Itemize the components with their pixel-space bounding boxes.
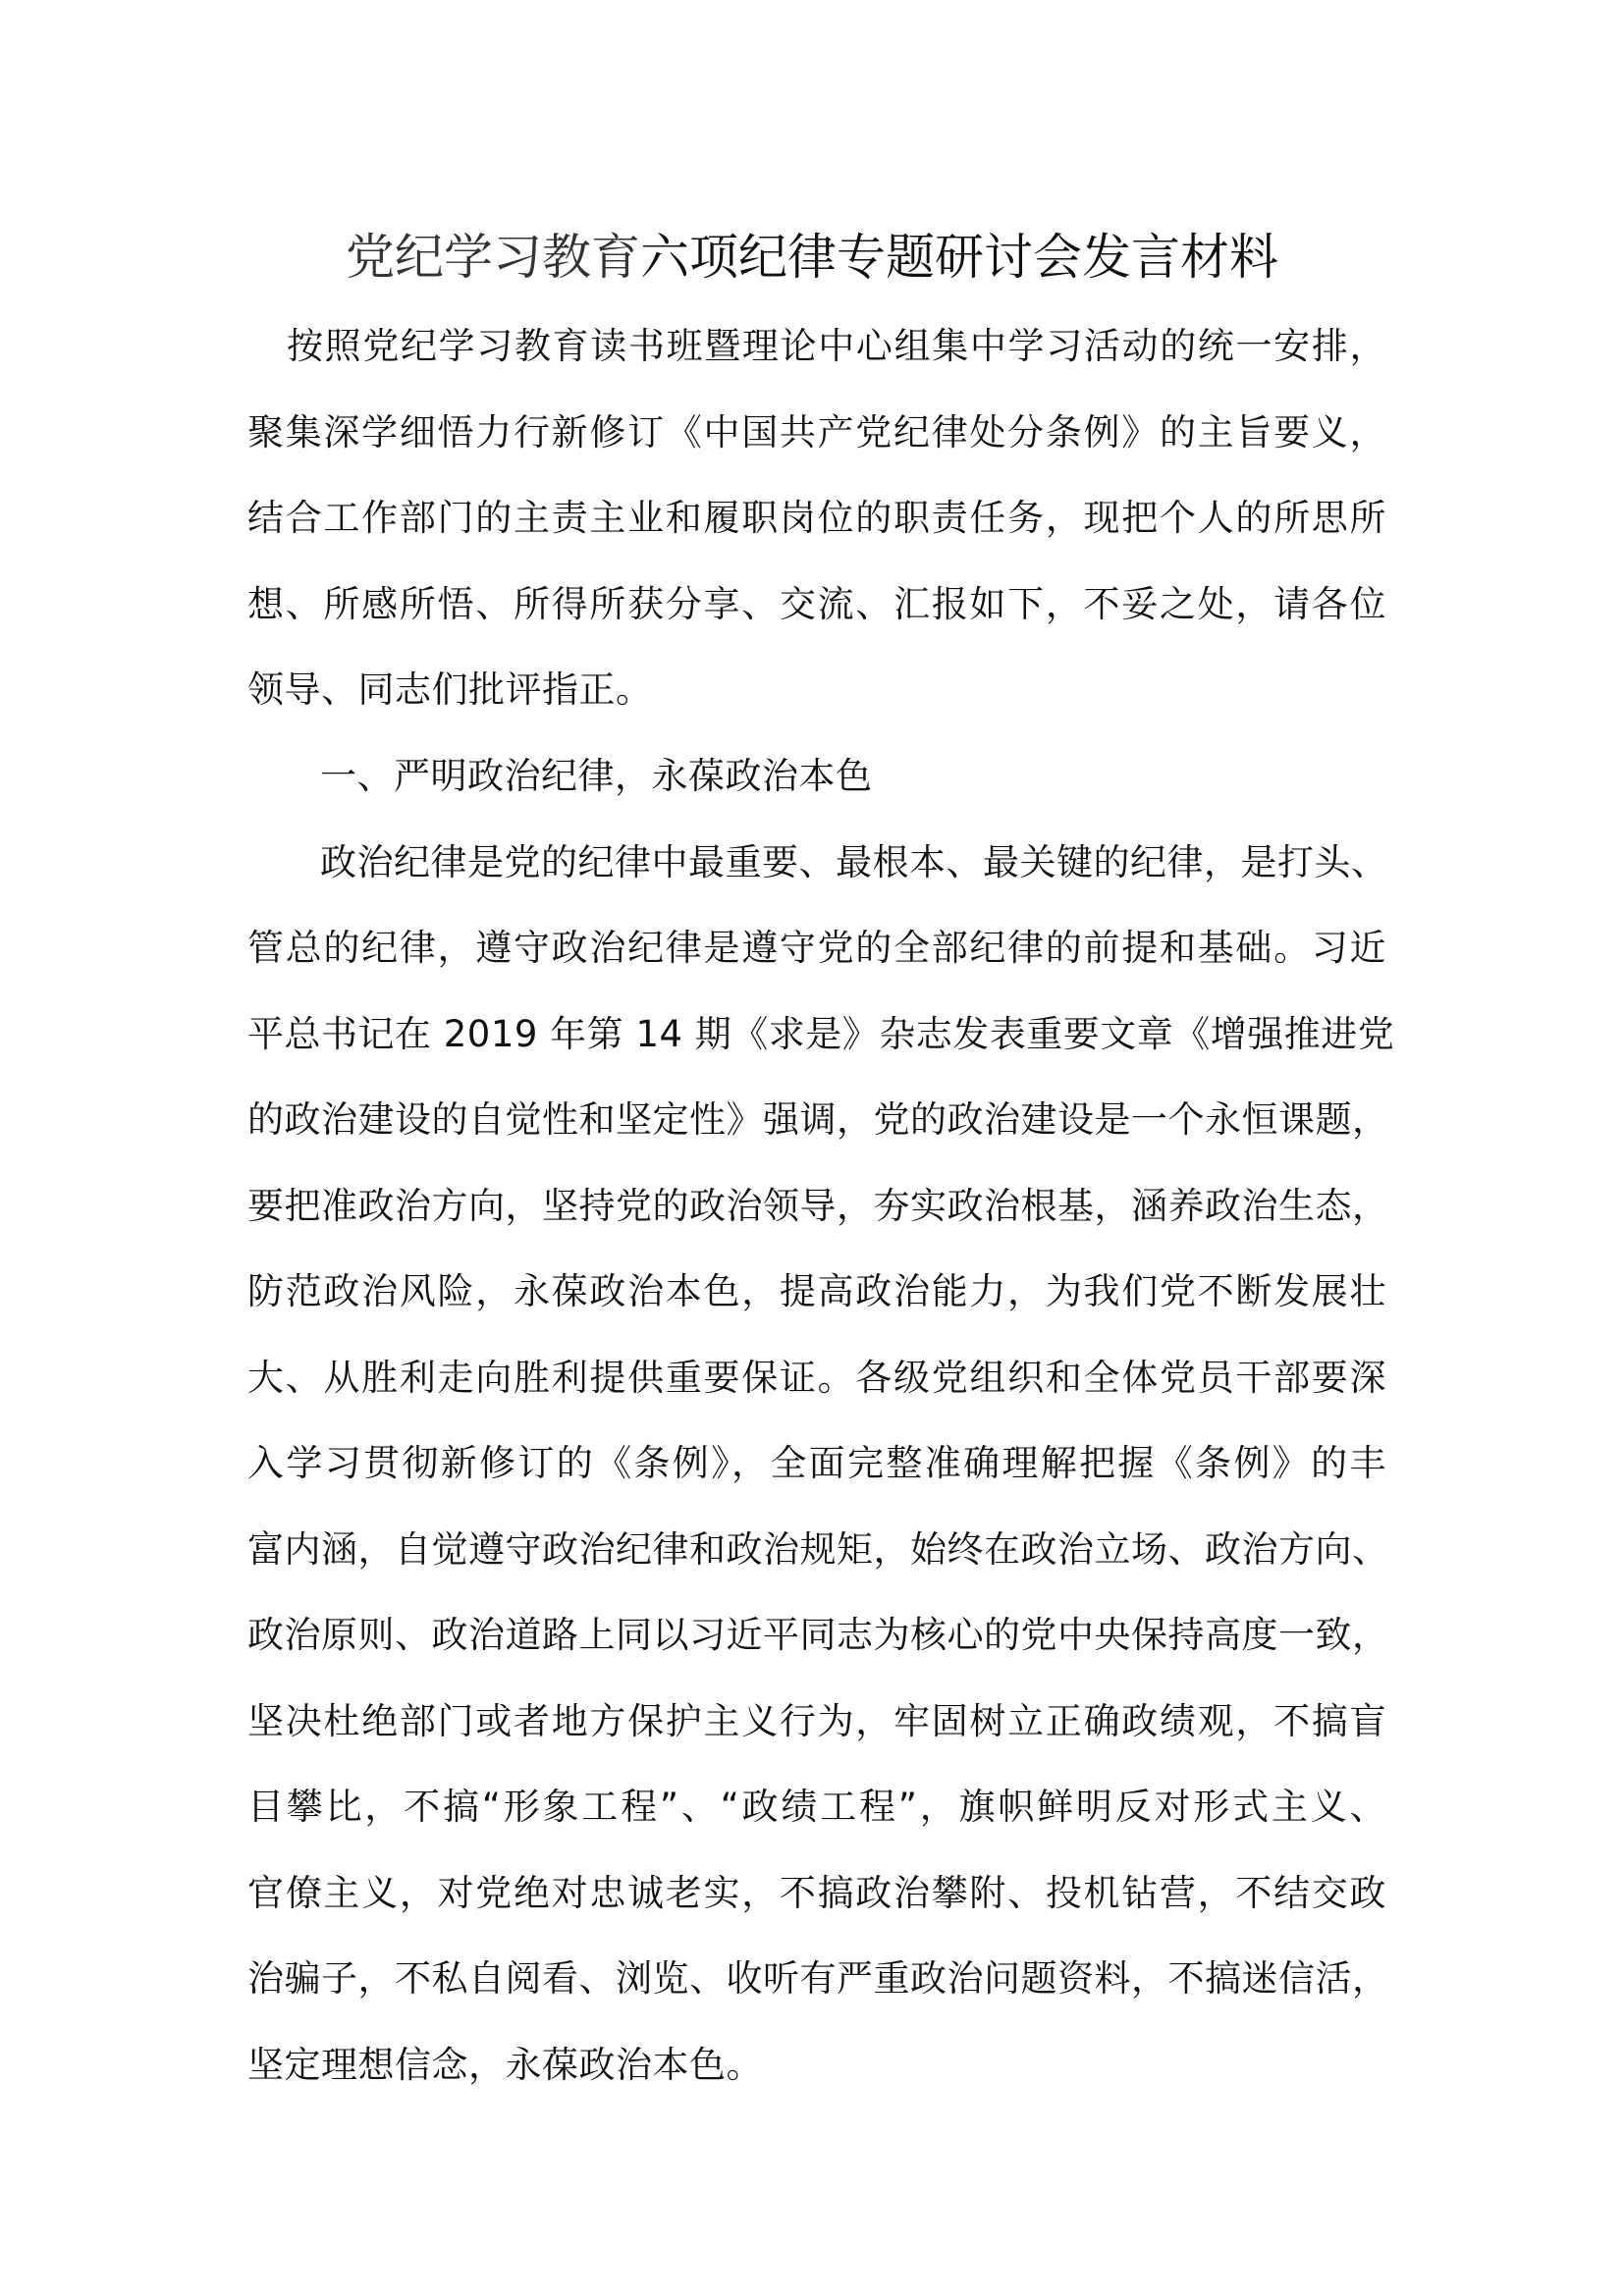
section-1-line: 大、从胜利走向胜利提供重要保证。各级党组织和全体党员干部要深 xyxy=(247,1356,1386,1399)
section-1-line: 富内涵，自觉遵守政治纪律和政治规矩，始终在政治立场、政治方向、 xyxy=(247,1527,1389,1571)
section-1-line: 防范政治风险，永葆政治本色，提高政治能力，为我们党不断发展壮 xyxy=(247,1270,1386,1312)
intro-line: 领导、同志们批评指正。 xyxy=(247,668,653,711)
section-1-heading: 一、严明政治纪律，永葆政治本色 xyxy=(320,755,873,797)
title-part-1: 党纪学习教育 xyxy=(346,229,640,286)
intro-line: 聚集深学细悟力行新修订《中国共产党纪律处分条例》的主旨要义， xyxy=(247,410,1386,454)
section-1-line: 目攀比，不搞“形象工程”、“政绩工程”，旗帜鲜明反对形式主义、 xyxy=(247,1786,1386,1828)
section-1-line: 的政治建设的自觉性和坚定性》强调，党的政治建设是一个永恒课题， xyxy=(247,1098,1389,1141)
title-part-2: 六项纪律专题研讨会发言材料 xyxy=(640,229,1278,286)
intro-paragraph xyxy=(247,303,1386,733)
intro-line: 想、所感所悟、所得所获分享、交流、汇报如下，不妥之处，请各位 xyxy=(247,582,1386,625)
section-1-line: 治骗子，不私自阅看、浏览、收听有严重政治问题资料，不搞迷信活， xyxy=(247,1957,1389,2000)
intro-line: 按照党纪学习教育读书班暨理论中心组集中学习活动的统一安排， xyxy=(287,325,1386,367)
section-1-line: 平总书记在 2019 年第 14 期《求是》杂志发表重要文章《增强推进党 xyxy=(247,1012,1395,1055)
section-1-line: 入学习贯彻新修订的《条例》，全面完整准确理解把握《条例》的丰 xyxy=(247,1442,1386,1484)
section-1-line: 要把准政治方向，坚持党的政治领导，夯实政治根基，涵养政治生态， xyxy=(247,1184,1389,1227)
document-title xyxy=(0,218,1624,296)
section-1-line: 官僚主义，对党绝对忠诚老实，不搞政治攀附、投机钻营，不结交政 xyxy=(247,1871,1386,1914)
intro-line: 结合工作部门的主责主业和履职岗位的职责任务，现把个人的所思所 xyxy=(247,497,1386,539)
section-1 xyxy=(247,733,1395,2108)
section-1-line: 政治原则、政治道路上同以习近平同志为核心的党中央保持高度一致， xyxy=(247,1614,1389,1656)
section-1-line: 坚定理想信念，永葆政治本色。 xyxy=(247,2043,763,2086)
section-1-line: 坚决杜绝部门或者地方保护主义行为，牢固树立正确政绩观，不搞盲 xyxy=(247,1699,1386,1742)
section-1-line: 政治纪律是党的纪律中最重要、最根本、最关键的纪律，是打头、 xyxy=(320,840,1388,883)
section-1-line: 管总的纪律，遵守政治纪律是遵守党的全部纪律的前提和基础。习近 xyxy=(247,927,1386,969)
